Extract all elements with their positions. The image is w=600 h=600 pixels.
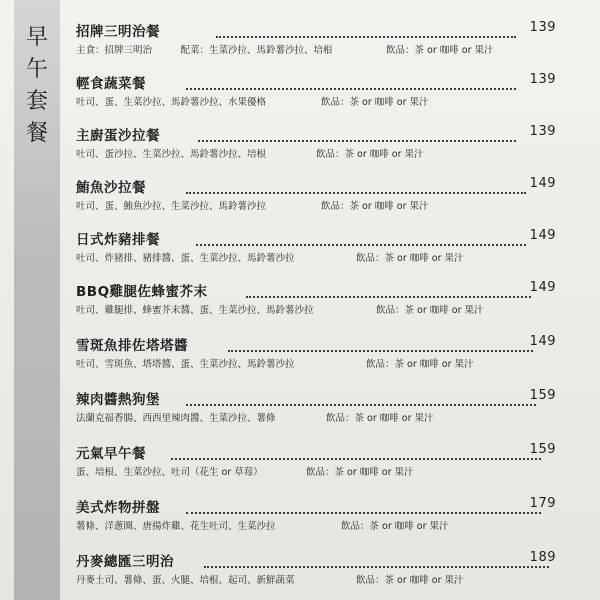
item-price: 159 [529,388,556,403]
dot-leader [186,84,516,90]
item-description: 吐司、蛋、鮪魚沙拉、生菜沙拉、馬鈴薯沙拉 [76,201,267,212]
menu-item [66,18,566,58]
item-drink: 飲品：茶 or 咖啡 or 果汁 [321,201,429,212]
item-price: 149 [529,176,556,191]
dot-leader [186,188,526,194]
item-description: 吐司、炸豬排、豬排醬、蛋、生菜沙拉、馬鈴薯沙拉 [76,253,295,264]
item-description: 吐司、雞腿排、蜂蜜芥末醬、蛋、生菜沙拉、馬鈴薯沙拉 [76,305,314,316]
menu-item [66,70,566,110]
item-drink: 飲品：茶 or 咖啡 or 果汁 [326,413,434,424]
item-price: 189 [529,550,556,565]
dot-leader [196,240,526,246]
section-title-char: 午 [25,57,48,82]
dot-leader [198,136,516,142]
dot-leader [186,400,536,406]
item-name: 日式炸豬排餐 [76,232,160,248]
section-title-char: 早 [25,25,48,50]
item-name: 丹麥總匯三明治 [76,554,174,570]
item-description: 吐司、雪斑魚、塔塔醬、蛋、生菜沙拉、馬鈴薯沙拉 [76,359,295,370]
menu-item [66,332,566,372]
item-description: 丹麥土司、薯條、蛋、火腿、培根、起司、新鮮蔬菜 [76,575,295,586]
item-price: 139 [529,124,556,139]
menu-item [66,226,566,266]
item-drink: 飲品：茶 or 咖啡 or 果汁 [356,575,464,586]
item-name: 美式炸物拼盤 [76,500,160,516]
item-price: 149 [529,334,556,349]
item-price: 159 [529,442,556,457]
dot-leader [246,292,531,298]
item-price: 149 [529,280,556,295]
item-description: 薯條、洋蔥圈、唐揚炸雞、花生吐司、生菜沙拉 [76,521,276,532]
item-drink: 飲品：茶 or 咖啡 or 果汁 [321,97,429,108]
item-drink: 飲品：茶 or 咖啡 or 果汁 [316,149,424,160]
dot-leader [228,346,533,352]
item-price: 139 [529,20,556,35]
section-title-char: 套 [25,89,48,114]
item-description: 蛋、培根、生菜沙拉、吐司（花生 or 草莓） [76,467,263,478]
menu-item [66,174,566,214]
item-name: 輕食蔬菜餐 [76,76,146,92]
item-name: 辣肉醬熱狗堡 [76,392,160,408]
item-drink: 飲品：茶 or 咖啡 or 果汁 [386,45,494,56]
item-name: 元氣早午餐 [76,446,146,462]
menu-item [66,548,566,588]
dot-leader [216,32,516,38]
item-price: 179 [529,496,556,511]
menu-item [66,494,566,534]
item-name: 主廚蛋沙拉餐 [76,128,160,144]
item-description: 主食：招牌三明治 配菜：生菜沙拉、馬鈴薯沙拉、培根 [76,45,333,56]
item-name: BBQ雞腿佐蜂蜜芥末 [76,284,208,300]
item-description: 吐司、蛋沙拉、生菜沙拉、馬鈴薯沙拉、培根 [76,149,267,160]
menu-item [66,278,566,318]
section-title-char: 餐 [25,121,48,146]
item-price: 149 [529,228,556,243]
item-price: 139 [529,72,556,87]
item-name: 招牌三明治餐 [76,24,160,40]
section-title [24,22,50,150]
menu-item [66,386,566,426]
dot-leader [186,508,541,514]
item-drink: 飲品：茶 or 咖啡 or 果汁 [366,359,474,370]
menu-item [66,122,566,162]
dot-leader [171,454,541,460]
item-name: 鮪魚沙拉餐 [76,180,146,196]
item-description: 吐司、蛋、生菜沙拉、馬鈴薯沙拉、水果優格 [76,97,267,108]
item-description: 法蘭克福香腸、西西里辣肉醬、生菜沙拉、薯條 [76,413,276,424]
item-drink: 飲品：茶 or 咖啡 or 果汁 [376,305,484,316]
dot-leader [204,562,549,568]
menu-item [66,440,566,480]
item-name: 雪斑魚排佐塔塔醬 [76,338,188,354]
item-drink: 飲品：茶 or 咖啡 or 果汁 [356,253,464,264]
item-drink: 飲品：茶 or 咖啡 or 果汁 [306,467,414,478]
item-drink: 飲品：茶 or 咖啡 or 果汁 [341,521,449,532]
